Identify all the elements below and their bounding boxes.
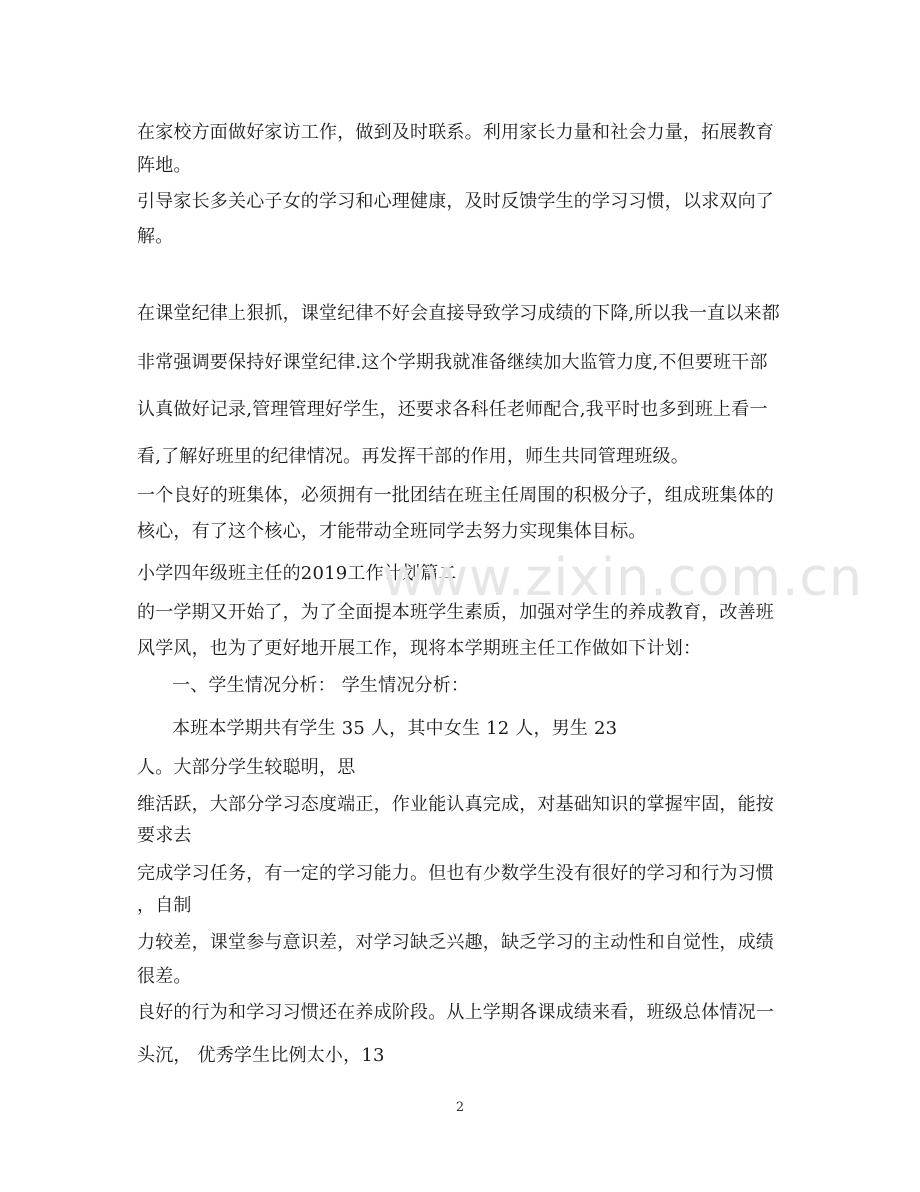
text-line: 本班本学期共有学生 35 人，其中女生 12 人，男生 23 (172, 718, 618, 739)
text-line: 良好的行为和学习习惯还在养成阶段。从上学期各课成绩来看，班级总体情况一 (137, 1002, 774, 1023)
text-line: 维活跃，大部分学习态度端正，作业能认真完成，对基础知识的掌握牢固，能按 (137, 794, 774, 815)
text-line: 认真做好记录,管理管理好学生，还要求各科任老师配合,我平时也多到班上看一 (137, 399, 768, 420)
text-line: 要求去 (137, 825, 192, 846)
subsection-heading: 一、学生情况分析： 学生情况分析： (172, 675, 470, 696)
text-line: 一个良好的班集体，必须拥有一批团结在班主任周围的积极分子，组成班集体的 (137, 485, 774, 506)
text-line: 完成学习任务，有一定的学习能力。但也有少数学生没有很好的学习和行为习惯 (137, 863, 774, 884)
text-line: 头沉， 优秀学生比例太小，13 (137, 1045, 385, 1066)
text-line: 人。大部分学生较聪明，思 (137, 757, 356, 778)
text-line: ，自制 (137, 895, 192, 916)
text-line: 力较差，课堂参与意识差，对学习缺乏兴趣，缺乏学习的主动性和自觉性，成绩 (137, 932, 774, 953)
text-line: 解。 (137, 226, 174, 247)
text-line: 引导家长多关心子女的学习和心理健康，及时反馈学生的学习习惯，以求双向了 (137, 191, 774, 212)
text-line: 风学风，也为了更好地开展工作，现将本学期班主任工作做如下计划： (137, 638, 702, 659)
text-line: 的一学期又开始了，为了全面提本班学生素质，加强对学生的养成教育，改善班 (137, 602, 774, 623)
section-heading: 小学四年级班主任的2019工作计划篇二 (137, 563, 457, 584)
text-line: 在家校方面做好家访工作，做到及时联系。利用家长力量和社会力量，拓展教育 (137, 122, 774, 143)
text-line: 非常强调要保持好课堂纪律.这个学期我就准备继续加大监管力度,不但要班干部 (137, 352, 768, 373)
text-line: 很差。 (137, 966, 192, 987)
page-number: 2 (455, 1100, 465, 1115)
text-line: 阵地。 (137, 155, 192, 176)
text-line: 核心，有了这个核心，才能带动全班同学去努力实现集体目标。 (137, 521, 647, 542)
text-line: 看,了解好班里的纪律情况。再发挥干部的作用，师生共同管理班级。 (137, 446, 689, 467)
watermark: www.zixin.com.cn (382, 548, 863, 608)
text-line: 在课堂纪律上狠抓，课堂纪律不好会直接导致学习成绩的下降,所以我一直以来都 (137, 303, 780, 324)
